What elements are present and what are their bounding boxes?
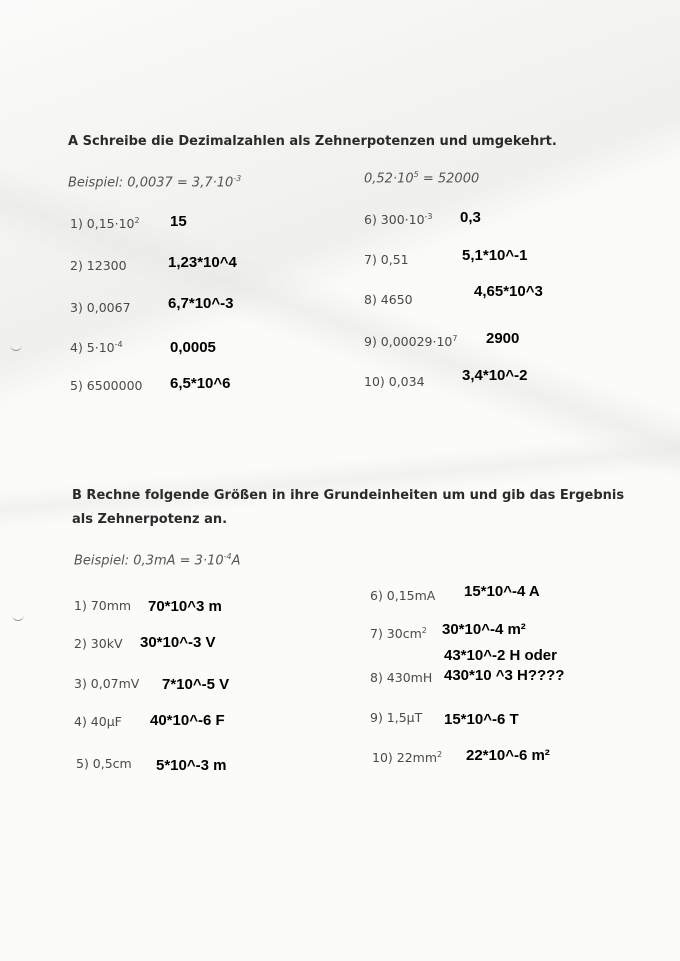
b-question-6: 6) 0,15mA (370, 588, 436, 603)
b-answer-8: 43*10^-2 H oder 430*10 ^3 H???? (444, 647, 565, 684)
b-answer-3: 7*10^-5 V (162, 676, 230, 693)
b-answer-7: 30*10^-4 m² (442, 621, 526, 638)
section-b-heading-line2: als Zehnerpotenz an. (72, 512, 228, 527)
a-answer-7: 5,1*10^-1 (462, 247, 528, 264)
a-question-4: 4) $5\cdot 10^{-4}$ (70, 340, 123, 356)
a-question-6: 6) $300\cdot 10^{-3}$ (364, 212, 433, 228)
a-question-1: 1) $0,15\cdot 10^2$ (70, 216, 140, 232)
section-b-heading-line1: B Rechne folgende Größen in ihre Grundeinheiten um und gib das Ergebnis (72, 488, 625, 503)
a-answer-4: 0,0005 (170, 339, 216, 356)
a-question-10: 10) 0,034 (364, 374, 425, 389)
a-question-5: 5) 6500000 (70, 378, 143, 393)
a-question-2: 2) 12300 (70, 258, 127, 273)
b-answer-1: 70*10^3 m (148, 598, 222, 615)
a-question-3: 3) 0,0067 (70, 300, 131, 315)
b-answer-10: 22*10^-6 m² (466, 747, 550, 764)
b-question-1: 1) 70mm (74, 598, 132, 613)
b-answer-6: 15*10^-4 A (464, 583, 540, 600)
b-question-2: 2) 30kV (74, 636, 123, 651)
a-answer-9: 2900 (486, 330, 520, 347)
b-question-8: 8) 430mH (370, 670, 433, 685)
a-answer-1: 15 (170, 213, 187, 230)
section-a-heading: A Schreibe die Dezimalzahlen als Zehnerpotenzen und umgekehrt. (68, 134, 557, 149)
b-question-5: 5) 0,5cm (76, 756, 132, 771)
a-answer-8: 4,65*10^3 (474, 283, 543, 300)
section-b-example: Beispiel: $0,3mA = 3\cdot 10^{-4}A$ (74, 552, 241, 569)
section-a-example-left: Beispiel: $0,0037 = 3,7\cdot 10^{-3}$ (68, 174, 242, 191)
b-answer-2: 30*10^-3 V (140, 634, 216, 651)
b-question-10: 10) $22mm^2$ (372, 750, 443, 766)
a-answer-6: 0,3 (460, 209, 481, 226)
b-answer-9: 15*10^-6 T (444, 711, 519, 728)
b-question-3: 3) 0,07mV (74, 676, 140, 691)
b-answer-5: 5*10^-3 m (156, 757, 227, 774)
b-question-4: 4) 40µF (74, 714, 122, 729)
a-question-8: 8) 4650 (364, 292, 413, 307)
b-question-9: 9) 1,5µT (370, 710, 423, 725)
a-answer-2: 1,23*10^4 (168, 254, 237, 271)
a-question-7: 7) 0,51 (364, 252, 409, 267)
b-answer-4: 40*10^-6 F (150, 712, 225, 729)
b-question-7: 7) $30cm^2$ (370, 626, 427, 642)
a-answer-3: 6,7*10^-3 (168, 295, 234, 312)
a-question-9: 9) $0,00029\cdot 10^7$ (364, 334, 458, 350)
a-answer-5: 6,5*10^6 (170, 375, 231, 392)
a-answer-10: 3,4*10^-2 (462, 367, 528, 384)
section-a-example-right: $0,52\cdot 10^5 = 52000$ (364, 170, 480, 187)
